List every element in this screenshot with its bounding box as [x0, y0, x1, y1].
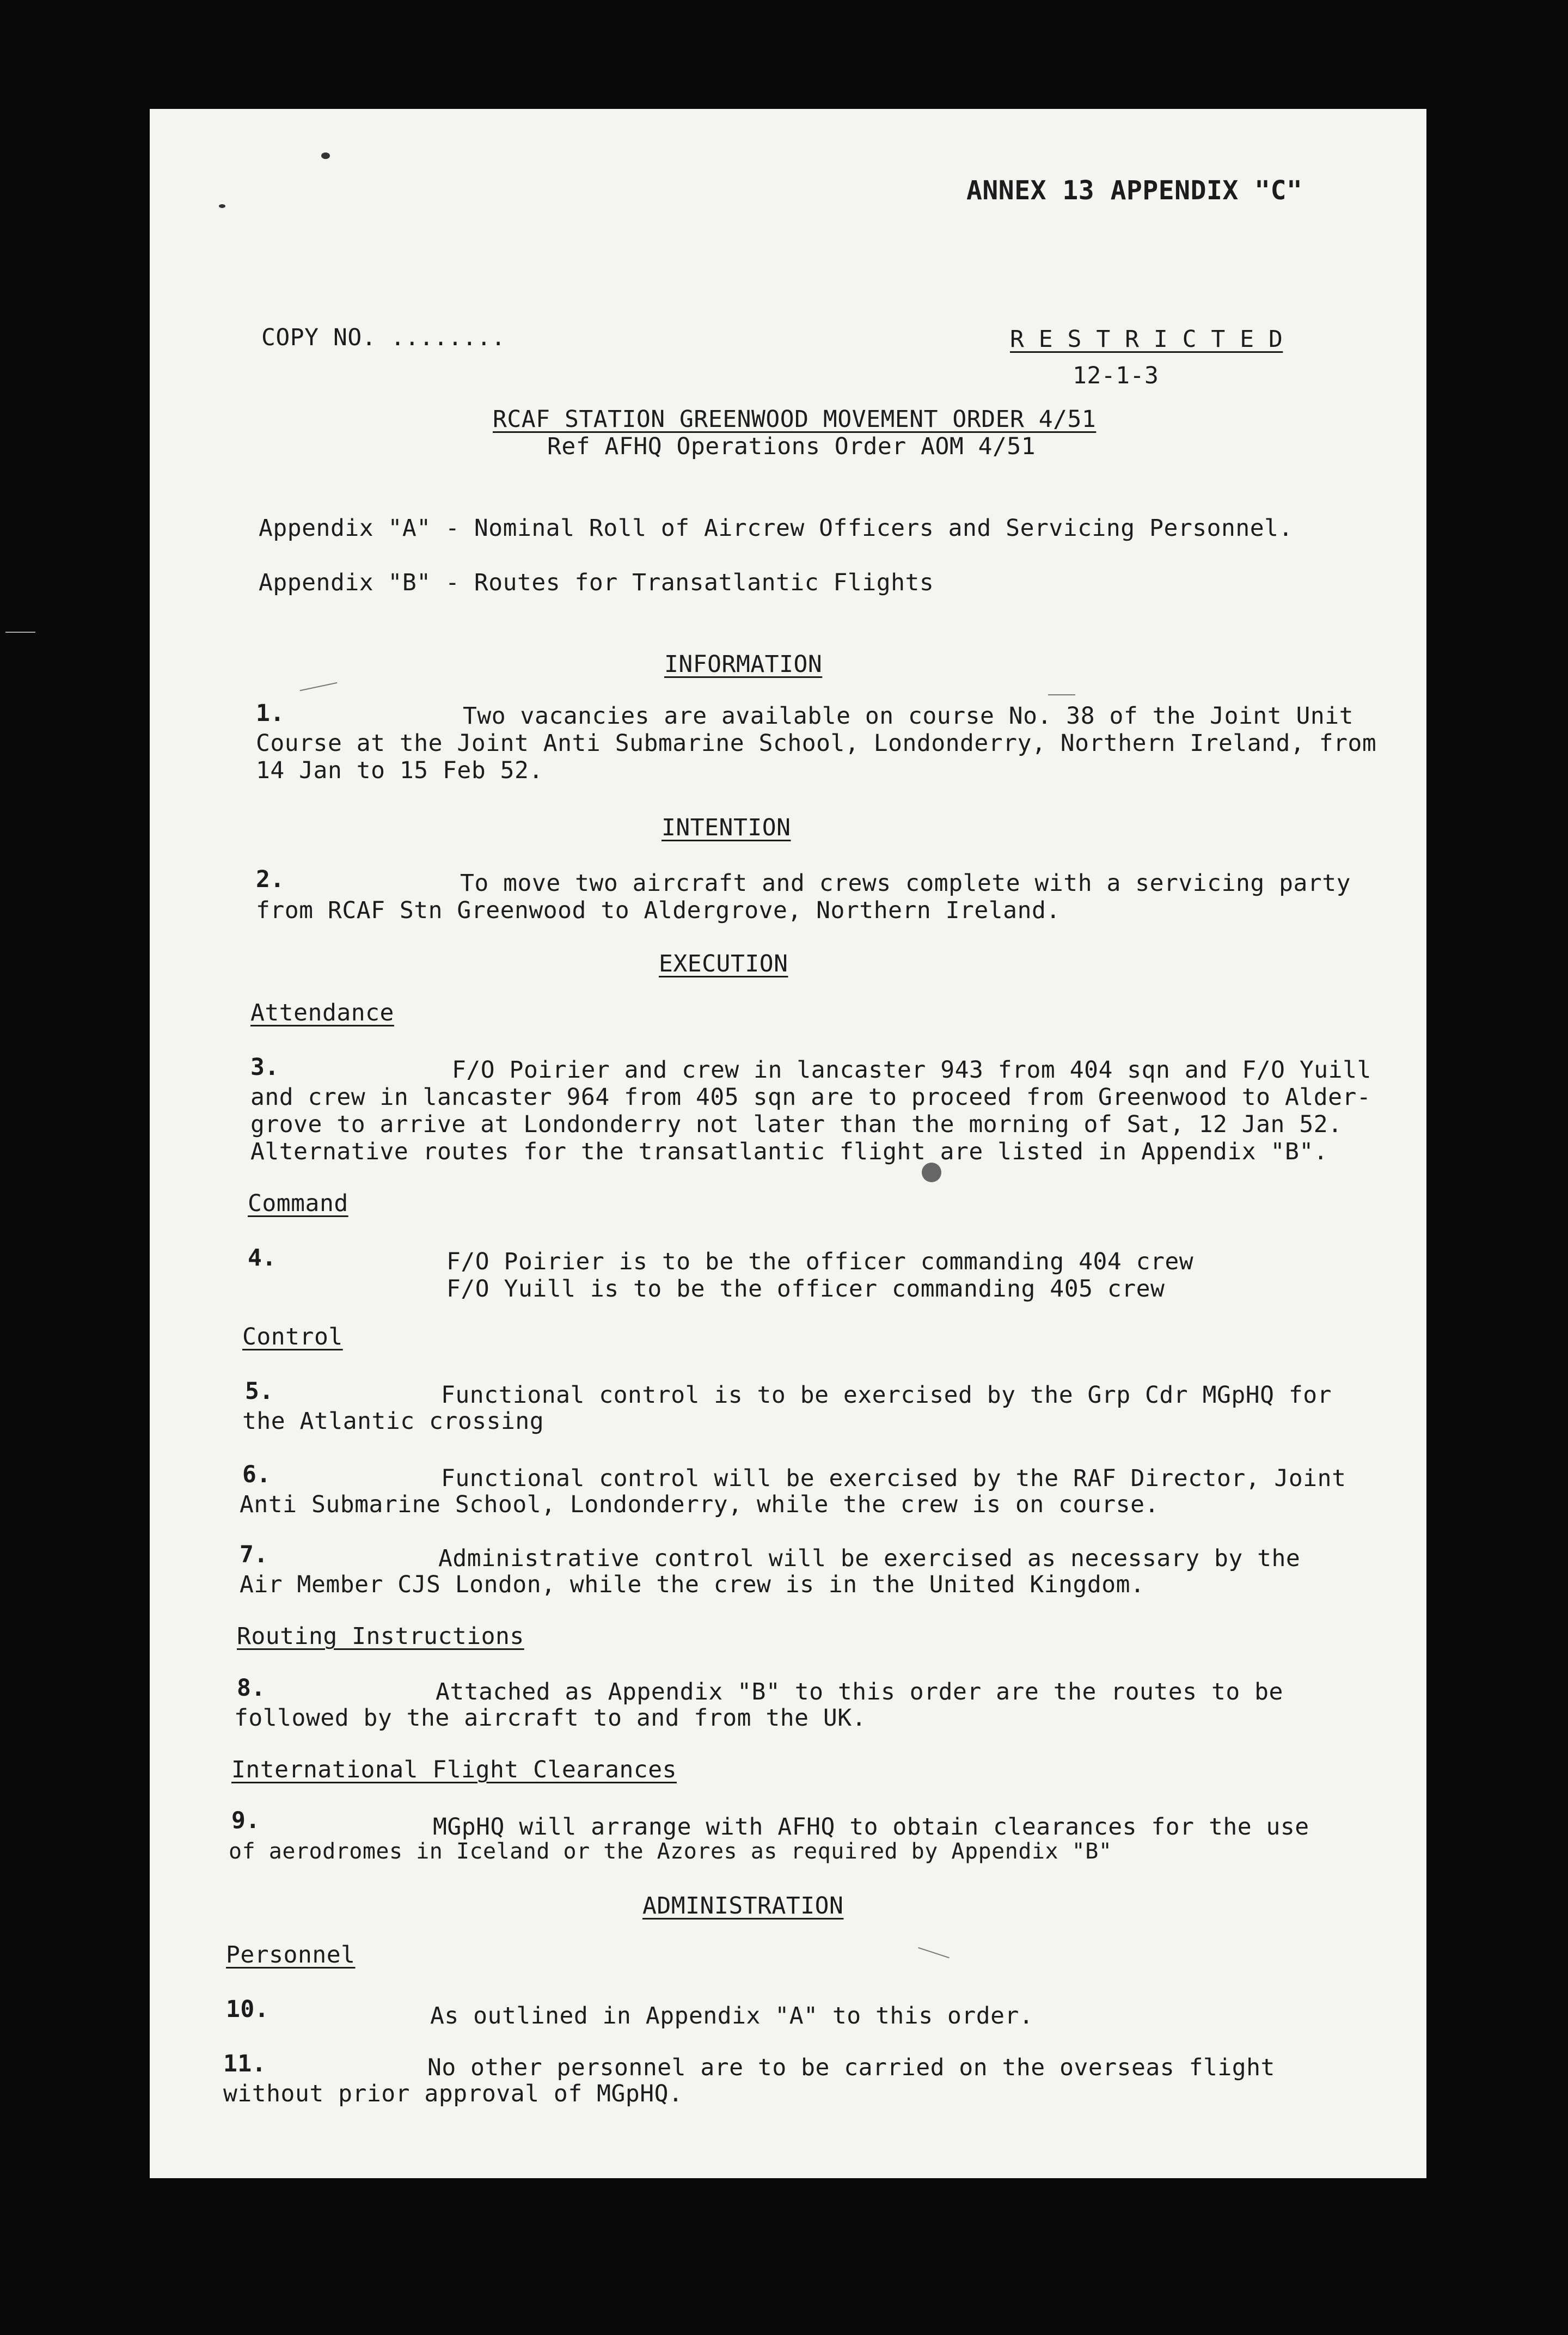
para-11-line-2: without prior approval of MGpHQ. [223, 2080, 683, 2107]
appendix-a: Appendix "A" - Nominal Roll of Aircrew Officers and Servicing Personnel. [259, 515, 1293, 542]
para-5-number: 5. [245, 1378, 274, 1405]
para-9-line-2: of aerodromes in Iceland or the Azores as required by Appendix "B" [229, 1839, 1112, 1864]
para-3-line-1: F/O Poirier and crew in lancaster 943 from 404 sqn and F/O Yuill [452, 1056, 1371, 1084]
para-2-line-2: from RCAF Stn Greenwood to Aldergrove, Northern Ireland. [256, 897, 1061, 924]
para-5-line-1: Functional control is to be exercised by the Grp Cdr MGpHQ for [441, 1382, 1332, 1409]
para-1-line-1: Two vacancies are available on course No. 38 of the Joint Unit [463, 702, 1354, 730]
section-administration: ADMINISTRATION [642, 1892, 844, 1920]
order-title: RCAF STATION GREENWOOD MOVEMENT ORDER 4/51 [493, 406, 1097, 433]
para-7-line-2: Air Member CJS London, while the crew is in the United Kingdom. [240, 1571, 1145, 1598]
para-10-line-1: As outlined in Appendix "A" to this order. [430, 2002, 1034, 2030]
para-7-line-1: Administrative control will be exercised as necessary by the [438, 1545, 1301, 1572]
ink-speck [321, 152, 330, 159]
para-3-line-4: Alternative routes for the transatlantic flight are listed in Appendix "B". [250, 1138, 1328, 1165]
para-11-line-1: No other personnel are to be carried on the overseas flight [427, 2054, 1275, 2081]
stray-mark [918, 1947, 950, 1958]
stray-mark [1048, 694, 1075, 695]
section-intention: INTENTION [661, 814, 791, 841]
subhead-routing: Routing Instructions [237, 1623, 524, 1650]
para-9-number: 9. [231, 1807, 260, 1834]
file-reference: 12-1-3 [1073, 362, 1159, 389]
para-2-number: 2. [256, 866, 285, 893]
para-1-line-3: 14 Jan to 15 Feb 52. [256, 757, 543, 784]
para-3-line-3: grove to arrive at Londonderry not later than the morning of Sat, 12 Jan 52. [250, 1111, 1343, 1138]
para-6-line-1: Functional control will be exercised by the RAF Director, Joint [441, 1465, 1346, 1492]
para-11-number: 11. [223, 2050, 267, 2077]
para-8-line-1: Attached as Appendix "B" to this order are the routes to be [436, 1678, 1283, 1706]
para-3-line-2: and crew in lancaster 964 from 405 sqn are to proceed from Greenwood to Alder- [250, 1084, 1371, 1111]
para-4-line-1: F/O Poirier is to be the officer commanding 404 crew [446, 1248, 1194, 1275]
subhead-control: Control [242, 1323, 343, 1350]
para-4-number: 4. [248, 1244, 277, 1272]
document-page [150, 109, 1426, 2178]
para-8-number: 8. [237, 1674, 266, 1702]
classification: R E S T R I C T E D [1010, 326, 1283, 353]
para-6-number: 6. [242, 1461, 271, 1488]
para-10-number: 10. [226, 1996, 270, 2023]
section-execution: EXECUTION [659, 950, 788, 977]
para-8-line-2: followed by the aircraft to and from the UK. [234, 1704, 867, 1732]
para-1-line-2: Course at the Joint Anti Submarine School, Londonderry, Northern Ireland, from [256, 730, 1377, 757]
para-9-line-1: MGpHQ will arrange with AFHQ to obtain clearances for the use [433, 1813, 1309, 1841]
para-1-number: 1. [256, 700, 285, 727]
ink-speck [922, 1163, 941, 1182]
edge-mark [5, 632, 35, 633]
order-reference: Ref AFHQ Operations Order AOM 4/51 [547, 433, 1036, 460]
para-6-line-2: Anti Submarine School, Londonderry, while the crew is on course. [240, 1491, 1159, 1518]
appendix-b: Appendix "B" - Routes for Transatlantic Flights [259, 569, 934, 596]
annex-label: ANNEX 13 APPENDIX "C" [966, 175, 1303, 206]
para-7-number: 7. [240, 1541, 268, 1568]
subhead-clearances: International Flight Clearances [231, 1756, 677, 1783]
ink-speck [219, 204, 225, 208]
copy-number: COPY NO. ........ [261, 324, 506, 351]
subhead-personnel: Personnel [226, 1941, 356, 1969]
para-3-number: 3. [250, 1054, 279, 1081]
para-5-line-2: the Atlantic crossing [242, 1408, 544, 1435]
subhead-attendance: Attendance [250, 999, 394, 1026]
section-information: INFORMATION [664, 651, 823, 678]
para-2-line-1: To move two aircraft and crews complete with a servicing party [460, 870, 1351, 897]
stray-mark [300, 682, 338, 692]
para-4-line-2: F/O Yuill is to be the officer commanding 405 crew [446, 1275, 1165, 1303]
subhead-command: Command [248, 1190, 348, 1217]
